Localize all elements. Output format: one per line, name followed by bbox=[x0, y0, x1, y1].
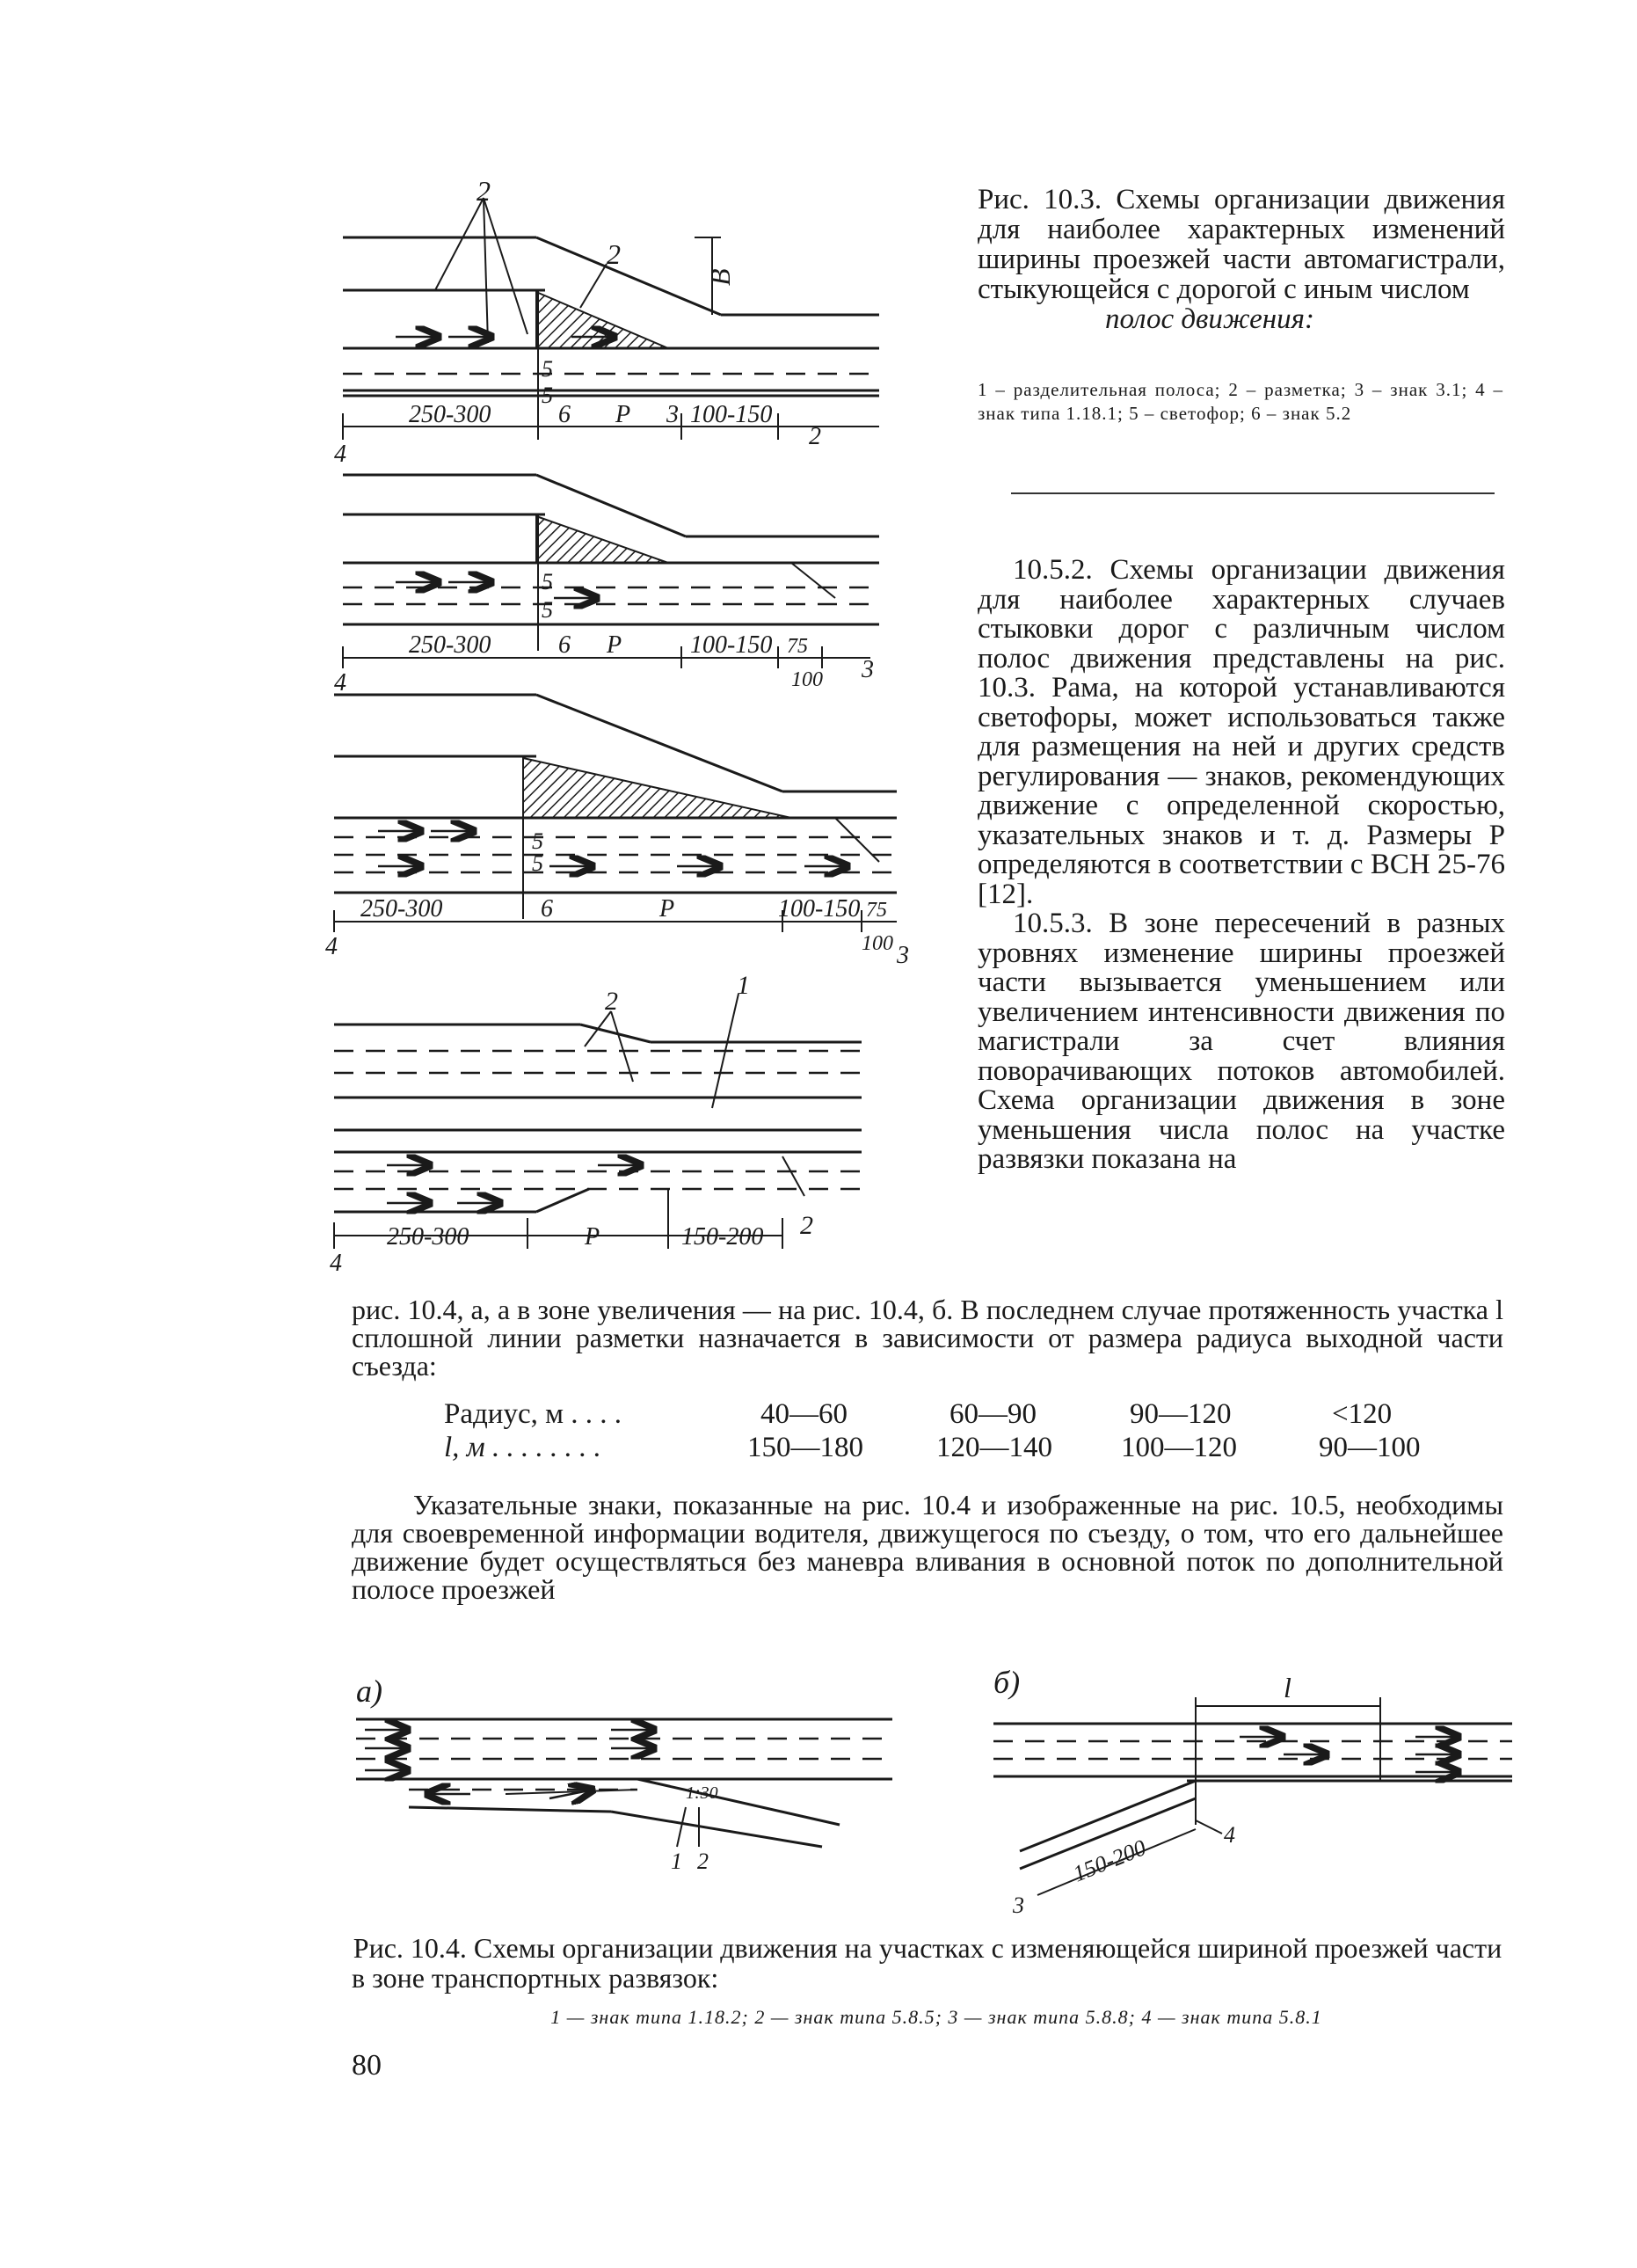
d4-label-2a: 2 bbox=[605, 987, 618, 1016]
d4-dim-2: Р bbox=[585, 1223, 600, 1251]
radius-value-3: 90—120 bbox=[1130, 1398, 1232, 1430]
d2-dim-1: 250-300 bbox=[409, 631, 491, 659]
d3-dim-6: 100 bbox=[862, 932, 893, 955]
d2-dim-4: 100-150 bbox=[690, 631, 773, 659]
page-number: 80 bbox=[352, 2049, 382, 2082]
d1-label-2c: 2 bbox=[809, 423, 821, 450]
fig-10-3-caption bbox=[978, 185, 1505, 334]
d1-label-b: В bbox=[704, 268, 736, 286]
fig-10-4-a-ratio: 1:30 bbox=[686, 1783, 718, 1803]
d3-dim-2: 6 bbox=[541, 895, 553, 923]
radius-value-1: 40—60 bbox=[760, 1398, 848, 1430]
radius-value-2: 60—90 bbox=[949, 1398, 1037, 1430]
fig-10-4-a-label-1: 1 bbox=[671, 1849, 682, 1874]
length-value-3: 100—120 bbox=[1121, 1432, 1237, 1463]
fig-10-4-b bbox=[985, 1658, 1530, 1918]
paragraph-signs: Указательные знаки, показанные на рис. 10.4 и изображенные на рис. 10.5, необходимы для своевременной информации водителя, движущегося по съезду, о том, что его дальнейшее движение будет осуществляться без маневра вливания в основной поток по дополнительной полосе проезжей bbox=[352, 1489, 1503, 1605]
fig-10-4-b-dim: 150-200 bbox=[1069, 1834, 1150, 1887]
d1-label-3: 3 bbox=[666, 401, 679, 428]
d2-dim-5: 75 bbox=[787, 635, 808, 658]
d1-label-2b: 2 bbox=[607, 238, 621, 270]
d1-dim-4: 100-150 bbox=[690, 401, 773, 428]
paragraph-continuation: рис. 10.4, а, а в зоне увеличения — на рис. 10.4, б. В последнем случае протяженность участка l сплошной линии разметки назначается в зависимости от размера радиуса выходной части съезда: bbox=[352, 1294, 1503, 1382]
paragraph-10-5-2: 10.5.2. Схемы организации движения для наиболее характерных случаев стыковки дорог с различным числом полос движения представлены на рис. 10.3. Рама, на которой устанавливаются светофоры, может использоваться также для размещения на ней и других средств регулирования — знаков, рекомендующих движение с определенной скоростью, указательных знаков и т. д. Размеры Р определяются в соответствии с ВСН 25-76 [12]. bbox=[978, 554, 1505, 910]
length-value-2: 120—140 bbox=[936, 1432, 1052, 1463]
diagram-1 bbox=[334, 175, 879, 468]
d2-dim-3: Р bbox=[607, 631, 622, 659]
d2-label-4: 4 bbox=[334, 669, 346, 696]
d1-dim-2: 6 bbox=[558, 401, 571, 428]
radius-value-4: <120 bbox=[1332, 1398, 1393, 1430]
d1-label-4: 4 bbox=[334, 441, 346, 468]
d4-label-2b: 2 bbox=[800, 1211, 813, 1240]
d3-label-5b: 5 bbox=[532, 850, 543, 876]
d3-label-4: 4 bbox=[325, 933, 338, 960]
radius-label: Радиус, м . . . . bbox=[444, 1398, 622, 1430]
fig-10-4-a-label-2: 2 bbox=[697, 1849, 709, 1874]
d3-label-5a: 5 bbox=[532, 828, 543, 854]
fig-10-3-diagrams bbox=[316, 175, 949, 1277]
d1-label-5a: 5 bbox=[542, 356, 553, 382]
length-value-1: 150—180 bbox=[747, 1432, 863, 1463]
section-10-5-2 bbox=[978, 556, 1505, 1175]
diagram-3 bbox=[325, 695, 909, 969]
d1-label-5b: 5 bbox=[542, 383, 553, 408]
d3-dim-3: Р bbox=[659, 895, 675, 923]
d2-dim-2: 6 bbox=[558, 631, 571, 659]
fig-10-4-a bbox=[347, 1666, 910, 1895]
d4-dim-3: 150-200 bbox=[681, 1223, 764, 1251]
d1-label-2a: 2 bbox=[477, 175, 491, 207]
d3-label-3: 3 bbox=[897, 942, 909, 969]
d2-label-5a: 5 bbox=[542, 569, 553, 594]
fig-10-4-legend: 1 — знак типа 1.18.2; 2 — знак типа 5.8.5; 3 — знак типа 5.8.8; 4 — знак типа 5.8.1 bbox=[550, 2006, 1322, 2028]
paragraph-10-5-3: 10.5.3. В зоне пересечений в разных уровнях изменение ширины проезжей части вызывается уменьшением или увеличением интенсивности движения по магистрали за счет влияния поворачивающих потоков автомобилей. Схема организации движения в зоне уменьшения числа полос на участке развязки показана на bbox=[978, 908, 1505, 1175]
d3-dim-4: 100-150 bbox=[778, 895, 861, 923]
diagram-2 bbox=[334, 475, 879, 696]
fig-10-4-label-b: б) bbox=[993, 1665, 1021, 1700]
fig-10-4-b-label-4: 4 bbox=[1224, 1822, 1235, 1848]
d1-dim-3: Р bbox=[615, 401, 631, 428]
d4-label-4: 4 bbox=[330, 1250, 342, 1277]
d1-dim-1: 250-300 bbox=[409, 401, 491, 428]
d2-label-5b: 5 bbox=[542, 597, 553, 623]
fig-10-4-b-label-l: l bbox=[1284, 1672, 1291, 1703]
fig-10-4-b-label-3: 3 bbox=[1013, 1892, 1024, 1918]
length-label: l, м . . . . . . . . bbox=[444, 1432, 601, 1463]
radius-table-row-2 bbox=[444, 1432, 1499, 1467]
d4-dim-1: 250-300 bbox=[387, 1223, 469, 1251]
length-value-4: 90—100 bbox=[1319, 1432, 1421, 1463]
d4-label-1: 1 bbox=[737, 971, 750, 1000]
fig-10-3-caption-title: Рис. 10.3. Схемы организации движения для наиболее характерных изменений ширины проезжей части автомагистрали, стыкующейся с дорогой с иным числом bbox=[978, 184, 1505, 305]
d2-label-3: 3 bbox=[862, 656, 874, 683]
d2-dim-6: 100 bbox=[791, 668, 823, 691]
diagram-4 bbox=[330, 971, 862, 1277]
d3-dim-1: 250-300 bbox=[360, 895, 443, 923]
d3-dim-5: 75 bbox=[866, 899, 887, 922]
fig-10-3-caption-italic: полос движения: bbox=[1105, 303, 1314, 335]
radius-table-row-1 bbox=[444, 1398, 1499, 1433]
fig-10-4-label-a: а) bbox=[356, 1674, 382, 1709]
separator-rule bbox=[1011, 492, 1495, 494]
fig-10-3-legend: 1 – разделительная полоса; 2 – разметка; 3 – знак 3.1; 4 – знак типа 1.18.1; 5 – светофор; 6 – знак 5.2 bbox=[978, 379, 1503, 424]
fig-10-4-caption: Рис. 10.4. Схемы организации движения на участках с изменяющейся шириной проезжей части в зоне транспортных развязок: bbox=[352, 1932, 1502, 1994]
